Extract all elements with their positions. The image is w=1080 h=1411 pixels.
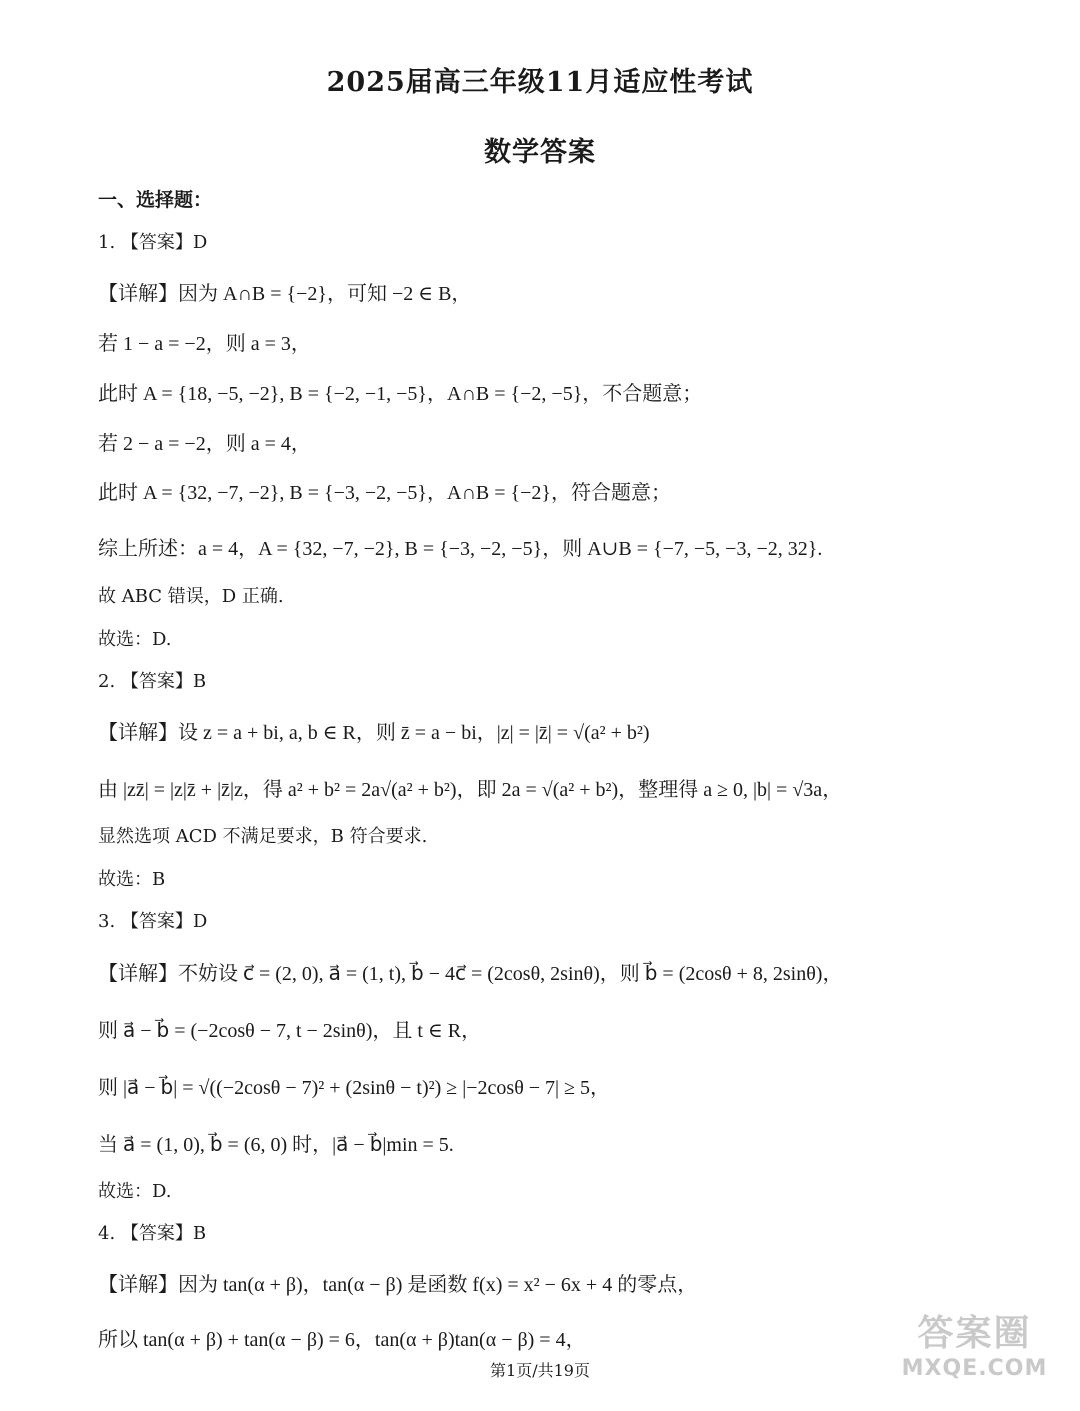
answer-line: 此时 A = {18, −5, −2}, B = {−2, −1, −5}，A∩B = {−2, −5}，不合题意； xyxy=(98,383,703,405)
answer-line: 故选：D. xyxy=(98,629,172,650)
watermark-text: 答案圈 xyxy=(917,1313,1032,1354)
answer-line: 综上所述：a = 4，A = {32, −7, −2}, B = {−3, −2, −5}，则 A∪B = {−7, −5, −3, −2, 32}. xyxy=(98,538,823,560)
answer-line: 故选：D. xyxy=(98,1181,172,1202)
answer-line: 显然选项 ACD 不满足要求，B 符合要求. xyxy=(98,826,428,847)
answer-line: 若 1 − a = −2，则 a = 3， xyxy=(98,333,311,355)
answer-line: 1. 【答案】D xyxy=(98,232,208,253)
answer-line: 【详解】不妨设 c⃗ = (2, 0), a⃗ = (1, t), b⃗ − 4c⃗ = (2cosθ, 2sinθ)，则 b⃗ = (2cosθ + 8, 2sinθ)， xyxy=(98,963,843,985)
answer-line: 【详解】设 z = a + bi, a, b ∈ R，则 z̄ = a − bi，|z| = |z̄| = √(a² + b²) xyxy=(98,722,650,744)
answer-line: 4. 【答案】B xyxy=(98,1223,207,1244)
answer-line: 当 a⃗ = (1, 0), b⃗ = (6, 0) 时，|a⃗ − b⃗|min = 5. xyxy=(98,1134,454,1156)
answer-line: 则 a⃗ − b⃗ = (−2cosθ − 7, t − 2sinθ)，且 t ∈ R， xyxy=(98,1020,482,1042)
answer-line: 【详解】因为 tan(α + β)，tan(α − β) 是函数 f(x) = x² − 6x + 4 的零点， xyxy=(98,1274,698,1296)
answer-line: 2. 【答案】B xyxy=(98,671,207,692)
answer-line: 此时 A = {32, −7, −2}, B = {−3, −2, −5}，A∩B = {−2}，符合题意； xyxy=(98,482,672,504)
answer-line: 【详解】因为 A∩B = {−2}，可知 −2 ∈ B， xyxy=(98,283,472,305)
watermark-url: MXQE.COM xyxy=(901,1356,1048,1381)
answer-line: 则 |a⃗ − b⃗| = √((−2cosθ − 7)² + (2sinθ − t)²) ≥ |−2cosθ − 7| ≥ 5， xyxy=(98,1077,611,1099)
answer-line: 3. 【答案】D xyxy=(98,911,208,932)
answer-line: 若 2 − a = −2，则 a = 4， xyxy=(98,433,311,455)
section-heading: 一、选择题： xyxy=(98,189,213,211)
watermark-logo xyxy=(887,1312,1062,1397)
answer-line: 故 ABC 错误，D 正确. xyxy=(98,586,284,607)
page-number: 第1页/共19页 xyxy=(490,1361,590,1380)
answer-line: 由 |zz̄| = |z|z̄ + |z̄|z，得 a² + b² = 2a√(a² + b²)，即 2a = √(a² + b²)，整理得 a ≥ 0, |b| = √3a， xyxy=(98,779,843,801)
answer-line: 所以 tan(α + β) + tan(α − β) = 6，tan(α + β)tan(α − β) = 4， xyxy=(98,1329,586,1351)
document-title: 2025届高三年级11月适应性考试 xyxy=(326,67,754,98)
document-subtitle: 数学答案 xyxy=(484,137,596,168)
answer-line: 故选：B xyxy=(98,869,166,890)
